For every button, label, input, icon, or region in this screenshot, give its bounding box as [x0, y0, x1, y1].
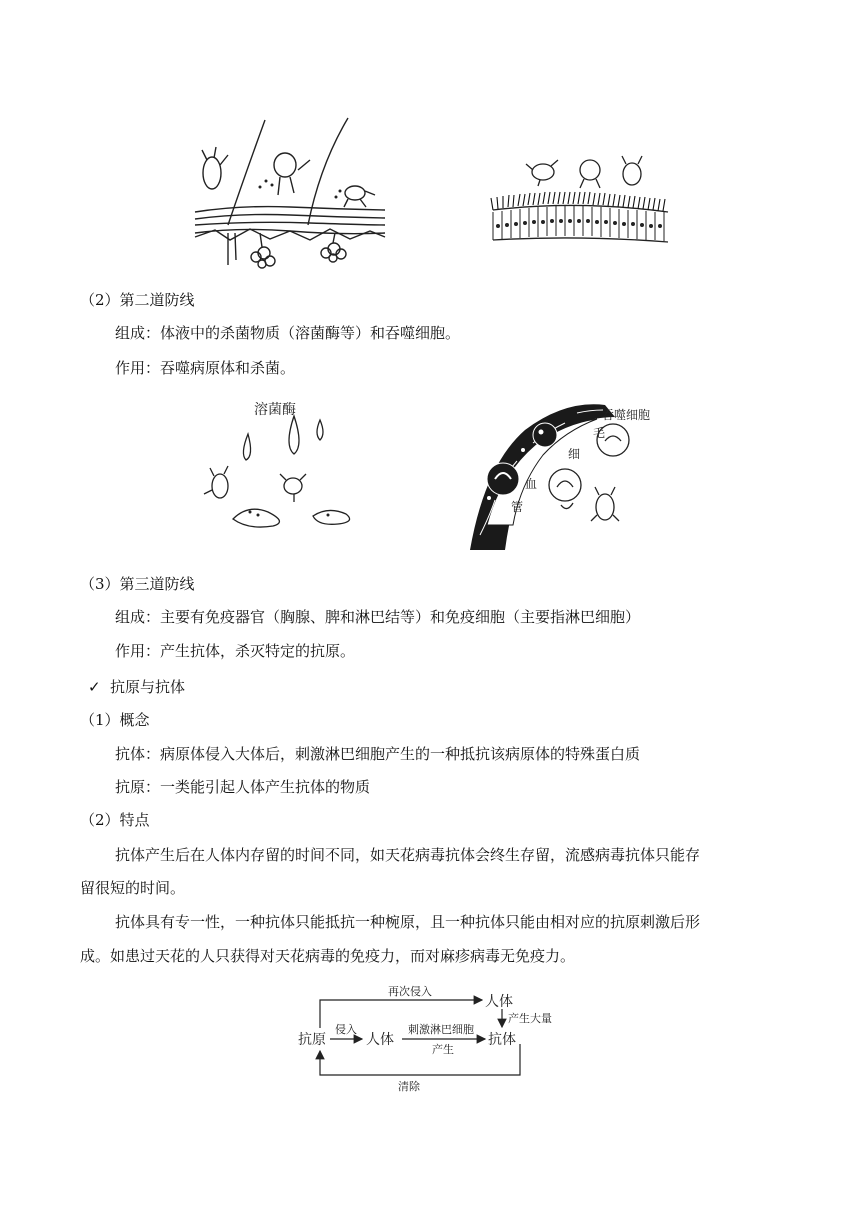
flow-body-2: 人体	[485, 994, 513, 1010]
second-line-heading: （2）第二道防线	[80, 291, 195, 309]
lysozyme-label: 溶菌酶	[254, 402, 296, 418]
capillary-phagocyte-figure	[465, 395, 680, 555]
third-line-composition: 组成：主要有免疫器官（胸腺、脾和淋巴结等）和免疫细胞（主要指淋巴细胞）	[115, 608, 641, 626]
flow-antibody: 抗体	[488, 1032, 516, 1048]
flow-clear: 清除	[398, 1080, 420, 1093]
capillary-char-3: 血	[525, 477, 538, 491]
antibody-definition: 抗体：病原体侵入大体后，刺激淋巴细胞产生的一种抵抗该病原体的特殊蛋白质	[115, 745, 641, 763]
flow-body-1: 人体	[366, 1032, 394, 1048]
flow-antigen: 抗原	[298, 1032, 326, 1048]
flow-stimulate: 刺激淋巴细胞	[408, 1023, 474, 1036]
flow-produce: 产生	[432, 1043, 454, 1056]
cilia-defense-figure	[488, 150, 673, 250]
flow-reinvade: 再次侵入	[388, 985, 432, 998]
antigen-antibody-title: 抗原与抗体	[110, 678, 186, 696]
paragraph-1-line-1: 抗体产生后在人体内存留的时间不同，如天花病毒抗体会终生存留，流感病毒抗体只能存	[115, 846, 701, 864]
second-line-function: 作用：吞噬病原体和杀菌。	[115, 359, 296, 377]
immune-flow-diagram	[290, 982, 570, 1094]
antigen-definition: 抗原：一类能引起人体产生抗体的物质	[115, 778, 371, 796]
flow-invade: 侵入	[335, 1023, 357, 1036]
paragraph-1-line-2: 留很短的时间。	[80, 879, 186, 897]
checkmark-icon: ✓	[88, 678, 101, 696]
capillary-char-4: 管	[511, 500, 524, 514]
features-heading: （2）特点	[80, 811, 150, 829]
phagocyte-label: 吞噬细胞	[602, 408, 651, 422]
paragraph-2-line-1: 抗体具有专一性，一种抗体只能抵抗一种椀原，且一种抗体只能由相对应的抗原刺激后形	[115, 913, 701, 931]
capillary-char-2: 细	[568, 447, 581, 461]
skin-defense-figure	[190, 115, 390, 275]
third-line-function: 作用：产生抗体，杀灭特定的抗原。	[115, 642, 356, 660]
capillary-char-1: 毛	[593, 426, 606, 440]
second-line-composition: 组成：体液中的杀菌物质（溶菌酶等）和吞噬细胞。	[115, 324, 461, 342]
third-line-heading: （3）第三道防线	[80, 575, 195, 593]
flow-mass-produce: 产生大量	[508, 1012, 552, 1025]
lysozyme-figure	[198, 394, 363, 534]
antigen-antibody-title-row	[88, 677, 185, 697]
paragraph-2-line-2: 成。如患过天花的人只获得对天花病毒的免疫力，而对麻疹病毒无免疫力。	[80, 947, 576, 965]
concept-heading: （1）概念	[80, 711, 150, 729]
